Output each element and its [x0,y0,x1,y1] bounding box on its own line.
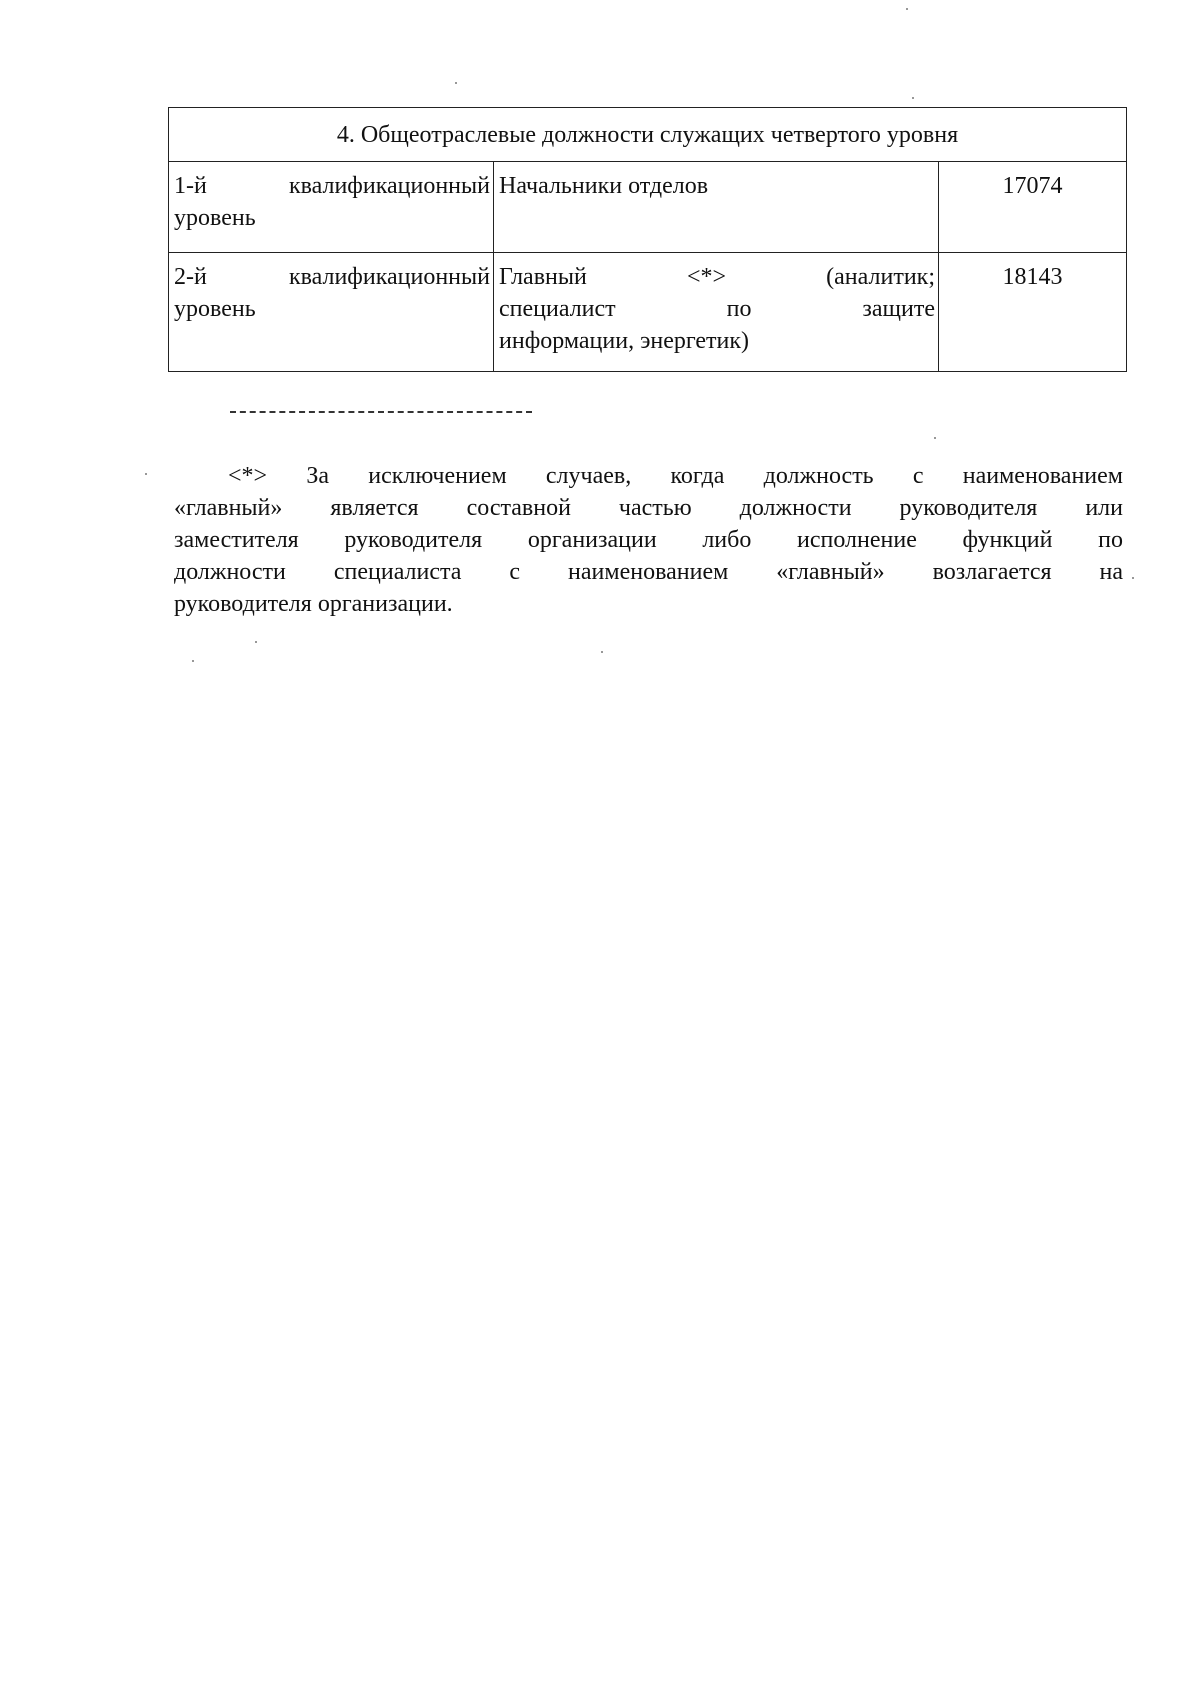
footnote-line: руководителя организации. [174,591,453,617]
position-cell [494,253,939,372]
scan-speck [255,641,257,643]
position-line: информации, энергетик) [499,328,750,354]
salary-table [168,107,1127,372]
footnote-line: «главный» является составной частью должности руководителя или [174,495,1123,521]
table-row [169,162,1127,253]
position-cell [494,162,939,253]
footnote-separator [230,411,532,413]
scan-speck [601,651,603,653]
table-row [169,253,1127,372]
qualification-level-cell [169,162,494,253]
scan-speck [1132,577,1134,579]
qualification-level-line: 1-й квалификационный [174,173,490,199]
scan-speck [145,473,147,475]
position-text: Начальники отделов [499,173,709,199]
scan-speck [934,437,936,439]
footnote-line: <*> За исключением случаев, когда должность с наименованием [228,463,1123,489]
salary-cell: 18143 [939,253,1127,372]
position-line: специалист по защите [499,296,935,322]
scan-speck [906,8,908,10]
qualification-level-cell [169,253,494,372]
footnote-line: заместителя руководителя организации либо исполнение функций по [174,527,1123,553]
position-line: Главный <*> (аналитик; [499,264,935,290]
qualification-level-line: 2-й квалификационный [174,264,490,290]
scan-speck [912,97,914,99]
scan-speck [455,82,457,84]
scan-speck [192,660,194,662]
salary-cell: 17074 [939,162,1127,253]
qualification-level-line: уровень [174,296,256,322]
section-title: 4. Общеотраслевые должности служащих четвертого уровня [169,108,1127,162]
footnote-line: должности специалиста с наименованием «главный» возлагается на [174,559,1123,585]
qualification-level-line: уровень [174,205,256,231]
footnote [174,460,1123,620]
table-section-row [169,108,1127,162]
